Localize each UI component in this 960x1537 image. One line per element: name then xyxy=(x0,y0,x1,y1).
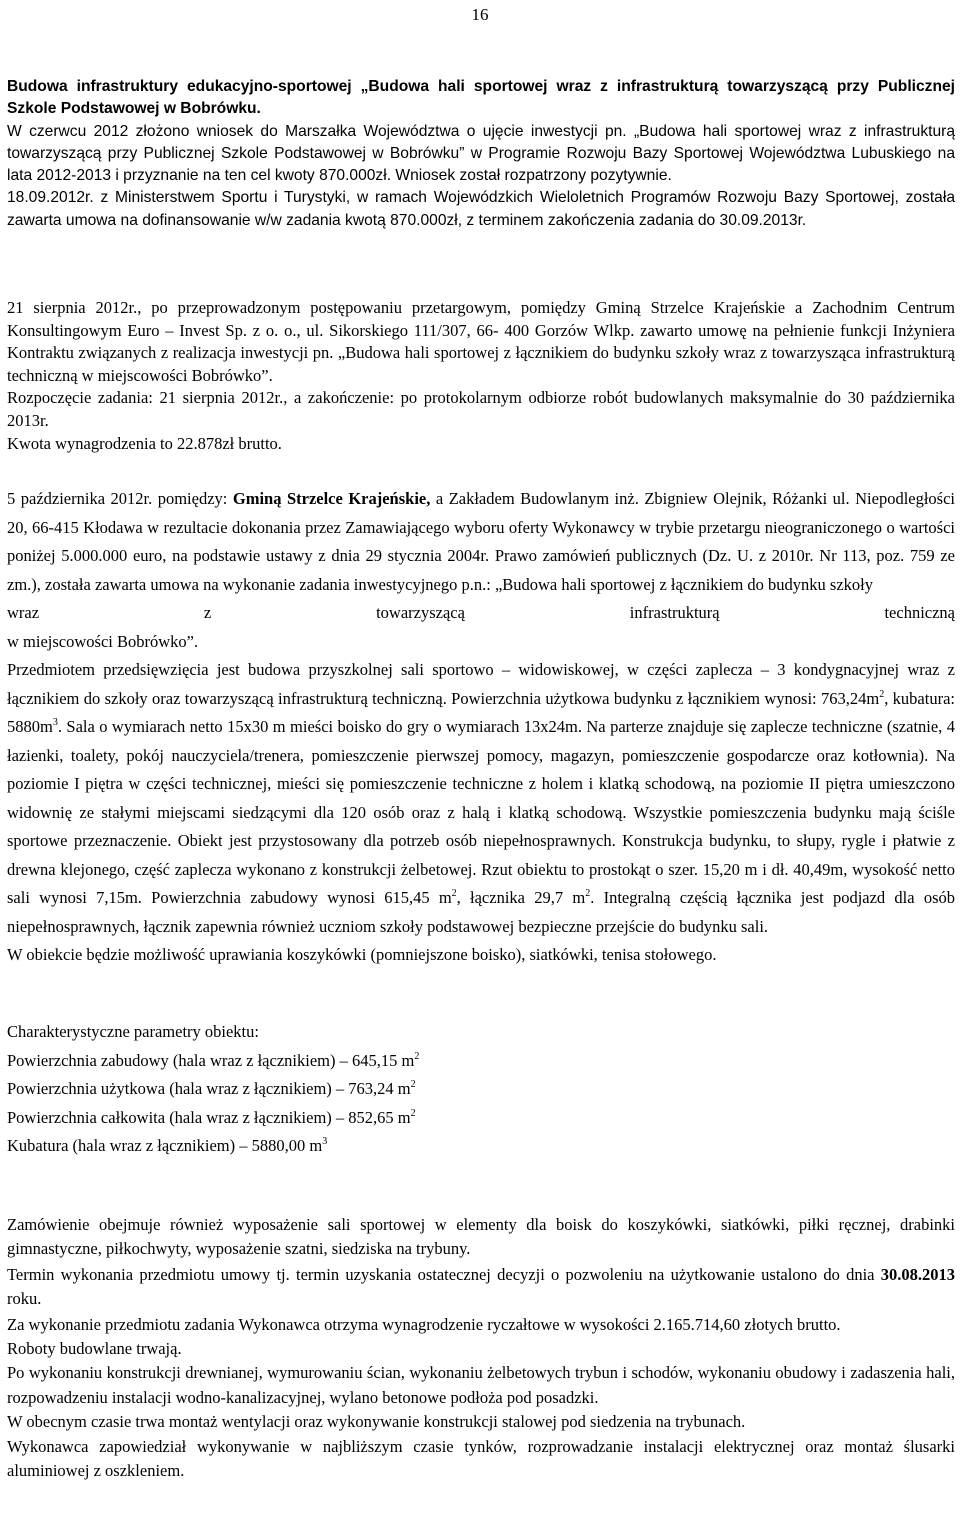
paragraph-contract-end: w miejscowości Bobrówko”. xyxy=(7,631,199,651)
paragraph-current-works: W obecnym czasie trwa montaż wentylacji oraz wykonywanie konstrukcji stalowej pod siedzenia na trybunach. xyxy=(7,1412,746,1432)
parameter-item: Powierzchnia całkowita (hala wraz z łącznikiem) – 852,65 $m^2$ xyxy=(7,1107,416,1127)
paragraph-lump-sum: Za wykonanie przedmiotu zadania Wykonawca otrzyma wynagrodzenie ryczałtowe w wysokości 2.165.714,60 złotych brutto. xyxy=(7,1314,841,1334)
section-engineer-contract xyxy=(7,297,955,455)
parameter-item: Kubatura (hala wraz z łącznikiem) – 5880,00 $m^3$ xyxy=(7,1136,328,1156)
section-heading: Budowa infrastruktury edukacyjno-sportowej „Budowa hali sportowej wraz z infrastrukturą towarzyszącą przy Publicznej Szkole Podstawowej w Bobrówku. xyxy=(7,78,955,118)
paragraph-sports: W obiekcie będzie możliwość uprawiania koszykówki (pomniejszone boisko), siatkówki, tenisa stołowego. xyxy=(7,945,717,964)
paragraph-contract: 5 października 2012r. pomiędzy: Gminą Strzelce Krajeńskie, a Zakładem Budowlanym inż. Zbigniew Olejnik, Różanki ul. Niepodległości 20, 66-415 Kłodawa w rezultacie dokonania przez Zamawiającego wyboru oferty Wykonawcy w trybie przetargu nieograniczonego o wartości poniżej 5.000.000 euro, na podstawie ustawy z dnia 29 stycznia 2004r. Prawo zamówień publicznych (Dz. U. z 2010r. Nr 113, poz. 759 ze zm.), została zawarta umowa na wykonanie zadania inwestycyjnego p.n.: „Budowa hali sportowej z łącznikiem do budynku szkoły xyxy=(7,489,956,594)
parameters-title: Charakterystyczne parametry obiektu: xyxy=(7,1022,259,1041)
section-parameters xyxy=(7,1018,955,1161)
section-progress xyxy=(7,1213,955,1483)
paragraph-works-ongoing: Roboty budowlane trwają. xyxy=(7,1339,182,1359)
paragraph-project-description: Przedmiotem przedsięwzięcia jest budowa przyszkolnej sali sportowo – widowiskowej, w części zaplecza – 3 kondygnacyjnej wraz z łącznikiem do szkoły oraz towarzyszącą infrastrukturą techniczną. Powierzchnia użytkowa budynku z łącznikiem wynosi: $763,24m^2$, kubatura: $5880m^3$. Sala o wymiarach netto 15x30 m mieści boisko do gry o wymiarach 13x24m. Na parterze znajduje się zaplecze techniczne (szatnie, 4 łazienki, toalety, pokój nauczyciela/trenera, pomieszczenie pierwszej pomocy, magazyn, pomieszczenie gospodarcze oraz kotłownia). Na poziomie I piętra w części technicznej, mieści się pomieszczenie techniczne z holem i klatką schodową, na poziomie II piętra umieszczono widownię ze stałymi miejscami siedzącymi dla 120 osób oraz z halą i klatką schodową. Wszystkie pomieszczenia budynku mają ściśle sportowe przeznaczenie. Obiekt jest przystosowany dla potrzeb osób niepełnosprawnych. Konstrukcja budynku, to słupy, rygle i płatwie z drewna klejonego, część zaplecza wykonano z konstrukcji żelbetowej. Rzut obiektu to prostokąt o szer. 15,20 m i dł. 40,49m, wysokość netto sali wynosi 7,15m. Powierzchnia zabudowy wynosi 615,45 $m^2$, łącznika 29,7 $m^2$. Integralną częścią łącznika jest podjazd dla osób niepełnosprawnych, łącznik zapewnia również uczniom szkoły podstawowej bezpieczne przejście do budynku sali. xyxy=(7,660,956,936)
parameter-item: Powierzchnia użytkowa (hala wraz z łącznikiem) – 763,24 $m^2$ xyxy=(7,1079,416,1099)
paragraph-equipment: Zamówienie obejmuje również wyposażenie sali sportowej w elementy dla boisk do koszykówki, siatkówki, piłki ręcznej, drabinki gimnastyczne, piłkochwyty, wyposażenie szatni, siedziska na trybuny. xyxy=(7,1215,955,1259)
deadline-date: 30.08.2013 xyxy=(880,1264,955,1284)
paragraph-task-dates: Rozpoczęcie zadania: 21 sierpnia 2012r., a zakończenie: po protokolarnym odbiorze robót budowlanych maksymalnie do 30 października 2013r. xyxy=(7,388,955,430)
page-number: 16 xyxy=(471,5,489,24)
contracting-party: Gminą Strzelce Krajeńskie, xyxy=(232,489,431,508)
section-construction-contract xyxy=(7,485,955,970)
parameter-item: Powierzchnia zabudowy (hala wraz z łącznikiem) – 645,15 $m^2$ xyxy=(7,1050,420,1070)
paragraph-application: W czerwcu 2012 złożono wniosek do Marszałka Województwa o ujęcie inwestycji pn. „Budowa hali sportowej wraz z infrastrukturą towarzyszącą przy Publicznej Szkole Podstawowej w Bobrówku” w Programie Rozwoju Bazy Sportowej Województwa Lubuskiego na lata 2012-2013 i przyznanie na ten cel kwoty 870.000zł. Wniosek został rozpatrzony pozytywnie. xyxy=(7,122,955,185)
section-funding xyxy=(7,76,955,232)
paragraph-contract-spread-line: wraz z towarzyszącą infrastrukturą techniczną xyxy=(7,603,955,622)
paragraph-engineer-agreement: 21 sierpnia 2012r., po przeprowadzonym postępowaniu przetargowym, pomiędzy Gminą Strzelce Krajeńskie a Zachodnim Centrum Konsultingowym Euro – Invest Sp. z o. o., ul. Sikorskiego 111/307, 66- 400 Gorzów Wlkp. zawarto umowę na pełnienie funkcji Inżyniera Kontraktu związanych z realizacja inwestycji pn. „Budowa hali sportowej z łącznikiem do budynku szkoły wraz z towarzysząca infrastrukturą techniczną w miejscowości Bobrówko”. xyxy=(7,298,955,385)
paragraph-completed-works: Po wykonaniu konstrukcji drewnianej, wymurowaniu ścian, wykonaniu żelbetowych trybun i schodów, wykonaniu obudowy i zadaszenia hali, rozpowadzeniu instalacji wodno-kanalizacyjnej, wylano betonowe podłoża pod posadzki. xyxy=(7,1363,955,1407)
paragraph-remuneration: Kwota wynagrodzenia to 22.878zł brutto. xyxy=(7,433,282,453)
paragraph-deadline: Termin wykonania przedmiotu umowy tj. termin uzyskania ostatecznej decyzji o pozwoleniu na użytkowanie ustalono do dnia 30.08.2013 roku. xyxy=(7,1264,955,1309)
paragraph-ministry-agreement: 18.09.2012r. z Ministerstwem Sportu i Turystyki, w ramach Wojewódzkich Wieloletnich Programów Rozwoju Bazy Sportowej, została zawarta umowa na dofinansowanie w/w zadania kwotą 870.000zł, z terminem zakończenia zadania do 30.09.2013r. xyxy=(7,189,955,229)
paragraph-planned-works: Wykonawca zapowiedział wykonywanie w najbliższym czasie tynków, rozprowadzanie instalacji elektrycznej oraz montaż ślusarki aluminiowej z oszkleniem. xyxy=(7,1436,955,1481)
